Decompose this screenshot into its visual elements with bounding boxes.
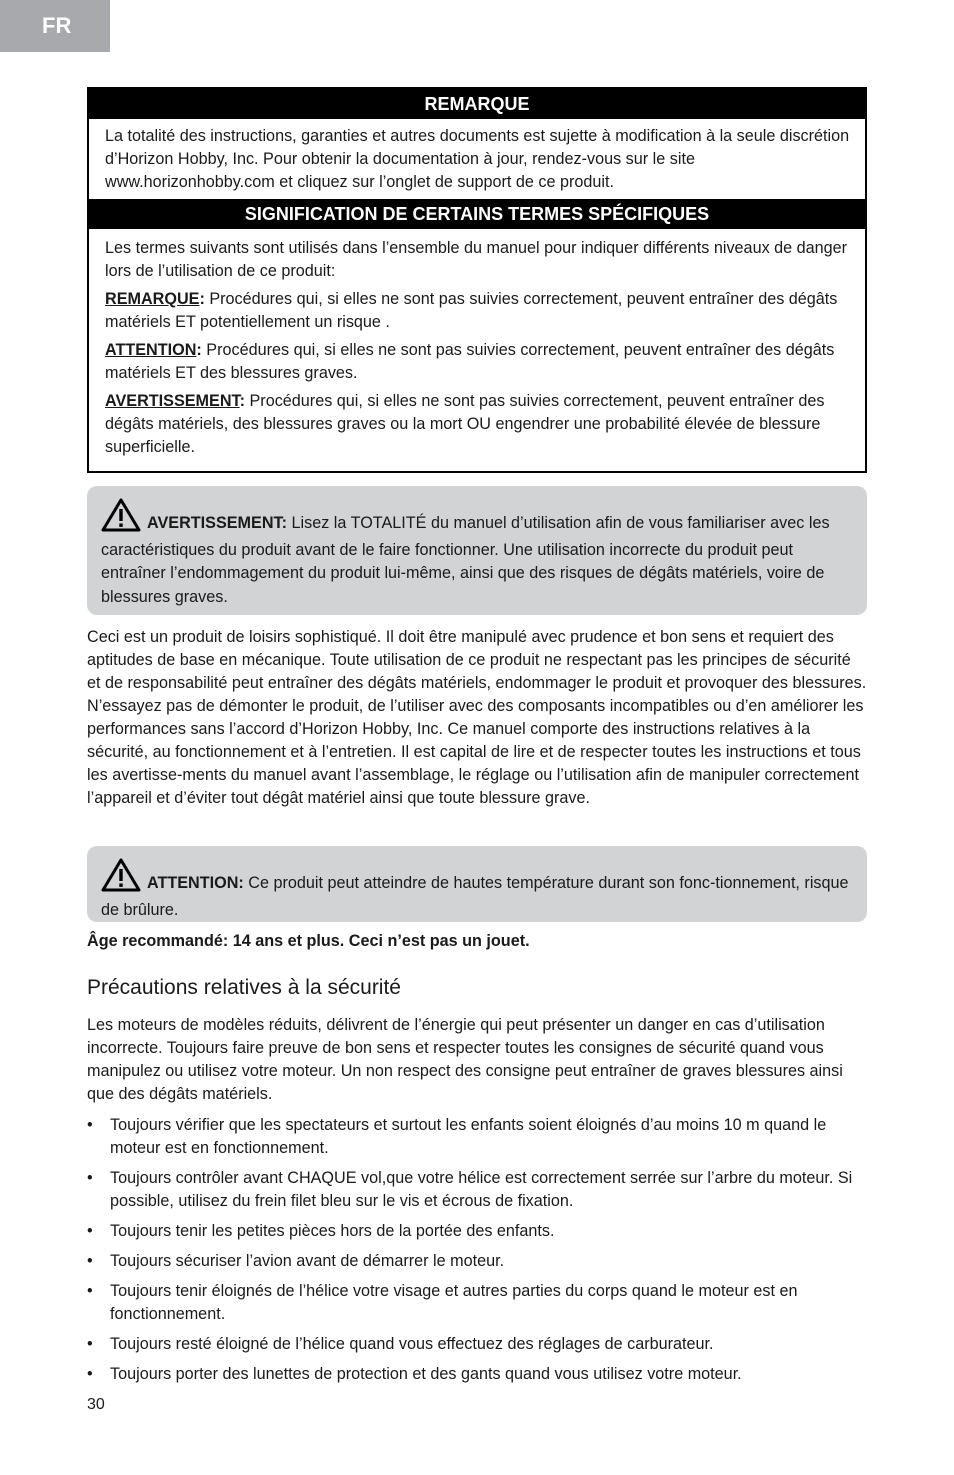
- age-notice: Âge recommandé: 14 ans et plus. Ceci n’est pas un jouet.: [87, 932, 530, 950]
- warning-label: AVERTISSEMENT:: [147, 514, 288, 532]
- warning-triangle-icon: [101, 858, 141, 899]
- terms-intro: Les termes suivants sont utilisés dans l’ensemble du manuel pour indiquer différents niveaux de danger lors de l’utilisation de ce produit:: [105, 239, 848, 280]
- intro-paragraph: Ceci est un produit de loisirs sophistiqué. Il doit être manipulé avec prudence et bon sens et requiert des aptitudes de base en mécanique. Toute utilisation de ce produit ne respectant pas les principes de sécurité et de responsabilité peut entraîner des dégâts matériels, endommager le produit et provoquer des blessures. N’essayez pas de démonter le produit, de l’utiliser avec des composants incompatibles ou d’en améliorer les performances sans l’accord d’Horizon Hobby, Inc. Ce manuel comporte des instructions relatives à la sécurité, au fonctionnement et à l’entretien. Il est capital de lire et de respecter toutes les instructions et tous les avertisse-ments du manuel avant l’assemblage, le réglage ou l’utilisation afin de manipuler correctement l’appareil et d’éviter tout dégât matériel ainsi que toute blessure grave.: [87, 628, 867, 807]
- bullet: •: [87, 1169, 93, 1187]
- list-item: • Toujours resté éloigné de l’hélice quand vous effectuez des réglages de carburateur.: [87, 1333, 857, 1356]
- bullet: •: [87, 1252, 93, 1270]
- list-item: • Toujours sécuriser l’avion avant de démarrer le moteur.: [87, 1250, 857, 1273]
- bullet: •: [87, 1335, 93, 1353]
- warning-box: [87, 486, 867, 615]
- term-remarque: REMARQUE: Procédures qui, si elles ne sont pas suivies correctement, peuvent entraîner des dégâts matériels ET potentiellement un risque .: [105, 290, 838, 331]
- caution-label: ATTENTION:: [147, 874, 244, 892]
- terms-body: [89, 229, 865, 459]
- page-number: 30: [87, 1396, 105, 1413]
- remarque-header: REMARQUE: [89, 89, 865, 119]
- caution-text: Ce produit peut atteindre de hautes température durant son fonc-tionnement, risque de brûlure.: [101, 874, 849, 920]
- remarque-text: La totalité des instructions, garanties et autres documents est sujette à modification à la seule discrétion d’Horizon Hobby, Inc. Pour obtenir la documentation à jour, rendez-vous sur le site www.horizonhobby.com et cliquez sur l’onglet de support de ce produit.: [105, 127, 850, 191]
- term-attention: ATTENTION: Procédures qui, si elles ne sont pas suivies correctement, peuvent entraîner des dégâts matériels ET des blessures graves.: [105, 341, 835, 382]
- list-item: • Toujours contrôler avant CHAQUE vol,que votre hélice est correctement serrée sur l’arbre du moteur. Si possible, utilisez du frein filet bleu sur le vis et écrous de fixation.: [87, 1169, 853, 1210]
- section-title: Précautions relatives à la sécurité: [87, 976, 401, 999]
- list-item: • Toujours tenir éloignés de l’hélice votre visage et autres parties du corps quand le moteur est en fonctionnement.: [87, 1282, 798, 1323]
- list-item: • Toujours vérifier que les spectateurs et surtout les enfants soient éloignés d’au moins 10 m quand le moteur est en fonctionnement.: [87, 1116, 827, 1157]
- bullet: •: [87, 1222, 93, 1240]
- warning-text: Lisez la TOTALITÉ du manuel d’utilisation afin de vous familiariser avec les caractéristiques du produit avant de le faire fonctionner. Une utilisation incorrecte du produit peut entraîner l’endommagement du produit lui-même, ainsi que des risques de dégâts matériels, voire de blessures graves.: [101, 514, 830, 606]
- bullet: •: [87, 1116, 93, 1134]
- bullet: •: [87, 1365, 93, 1383]
- warning-triangle-icon: [101, 498, 141, 539]
- list-item: • Toujours tenir les petites pièces hors de la portée des enfants.: [87, 1220, 857, 1243]
- bullet: •: [87, 1282, 93, 1300]
- safety-list: [87, 1114, 857, 1393]
- notice-box: [87, 87, 867, 473]
- language-tab: FR: [0, 0, 110, 52]
- caution-box: [87, 846, 867, 922]
- section-paragraph: Les moteurs de modèles réduits, délivrent de l’énergie qui peut présenter un danger en cas d’utilisation incorrecte. Toujours faire preuve de bon sens et respecter toutes les consignes de sécurité quand vous manipulez ou utilisez votre moteur. Un non respect des consigne peut entraîner de graves blessures ainsi que des dégâts matériels.: [87, 1016, 843, 1103]
- term-avertissement: AVERTISSEMENT: Procédures qui, si elles ne sont pas suivies correctement, peuvent entraîner des dégâts matériels, des blessures graves ou la mort OU engendrer une probabilité élevée de blessure superficielle.: [105, 392, 825, 456]
- remarque-body: [89, 119, 865, 194]
- list-item: • Toujours porter des lunettes de protection et des gants quand vous utilisez votre moteur.: [87, 1363, 857, 1386]
- terms-header: SIGNIFICATION DE CERTAINS TERMES SPÉCIFIQUES: [89, 199, 865, 229]
